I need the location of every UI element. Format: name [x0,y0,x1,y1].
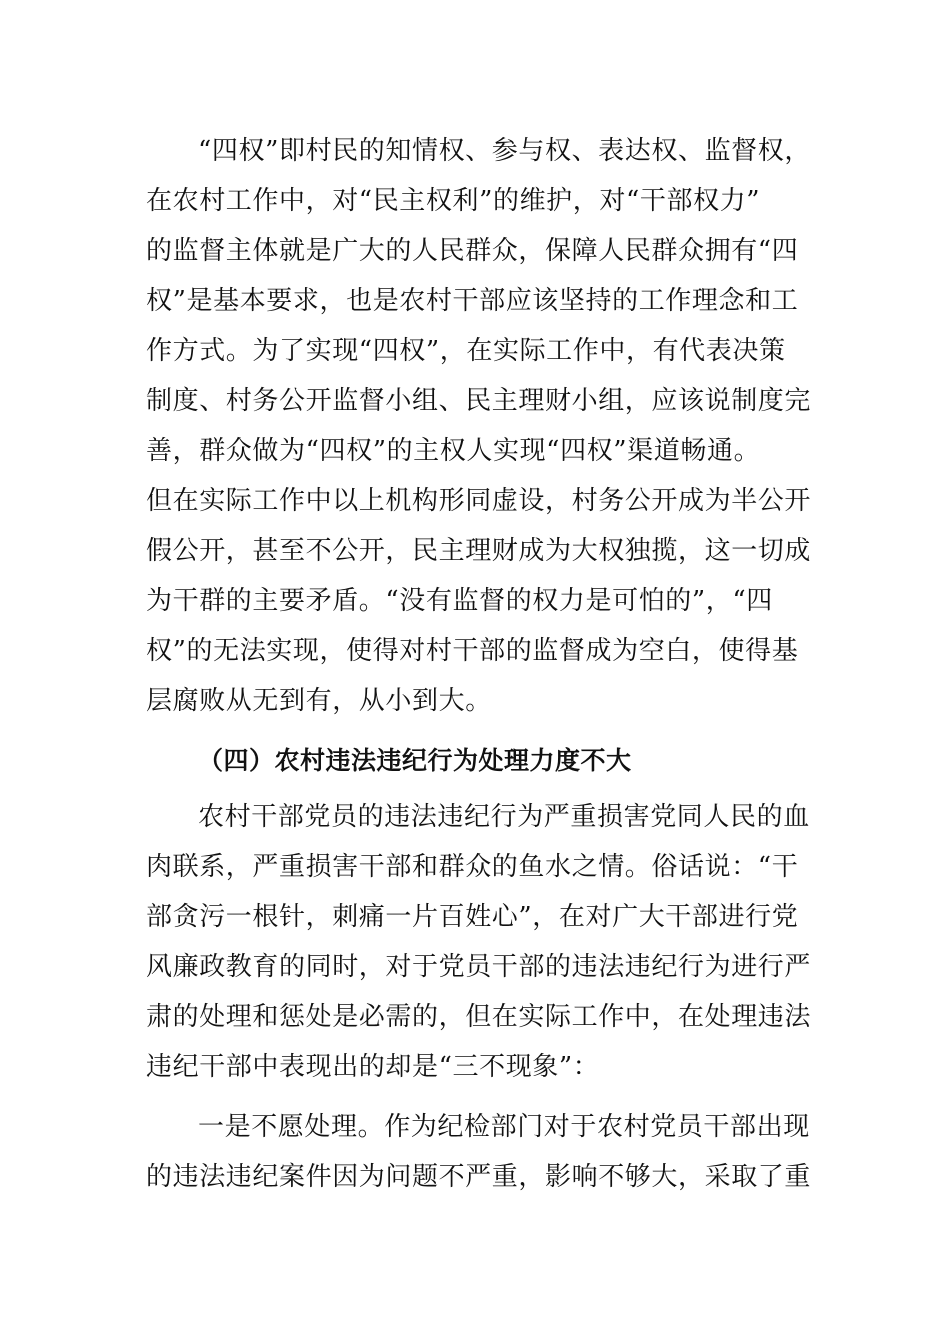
text-line: 制度、村务公开监督小组、民主理财小组，应该说制度完 [146,386,812,416]
text-line: 权”的无法实现，使得对村干部的监督成为空白，使得基 [146,636,799,666]
text-line: 但在实际工作中以上机构形同虚设，村务公开成为半公开 [146,486,812,516]
text-line: 权”是基本要求，也是农村干部应该坚持的工作理念和工 [146,286,799,316]
text-line: 假公开，甚至不公开，民主理财成为大权独揽，这一切成 [146,536,812,566]
text-line: 善，群众做为“四权”的主权人实现“四权”渠道畅通。 [146,436,761,466]
text-line: 一是不愿处理。作为纪检部门对于农村党员干部出现 [198,1112,810,1142]
section-heading: （四）农村违法违纪行为处理力度不大 [198,746,632,775]
text-line: 违纪干部中表现出的却是“三不现象”： [146,1052,600,1082]
paragraph-four-rights [146,126,810,726]
text-line: 的违法违纪案件因为问题不严重，影响不够大，采取了重 [146,1162,812,1192]
text-line: 肃的处理和惩处是必需的，但在实际工作中，在处理违法 [146,1002,812,1032]
document-body [146,126,810,1202]
text-line: 在农村工作中，对“民主权利”的维护，对“干部权力” [146,186,761,216]
text-line: 作方式。为了实现“四权”，在实际工作中，有代表决策 [146,336,786,366]
text-line: 部贪污一根针，刺痛一片百姓心”，在对广大干部进行党 [146,902,799,932]
paragraph-unwilling [146,1102,810,1202]
text-line: 农村干部党员的违法违纪行为严重损害党同人民的血 [198,802,810,832]
text-line: 风廉政教育的同时，对于党员干部的违法违纪行为进行严 [146,952,812,982]
text-line: 层腐败从无到有，从小到大。 [146,686,492,716]
text-line: “四权”即村民的知情权、参与权、表达权、监督权， [198,136,811,166]
text-line: 的监督主体就是广大的人民群众，保障人民群众拥有“四 [146,236,799,266]
text-line: 肉联系，严重损害干部和群众的鱼水之情。俗话说：“干 [146,852,799,882]
paragraph-violations [146,792,810,1092]
text-line: 为干群的主要矛盾。“没有监督的权力是可怕的”，“四 [146,586,773,616]
